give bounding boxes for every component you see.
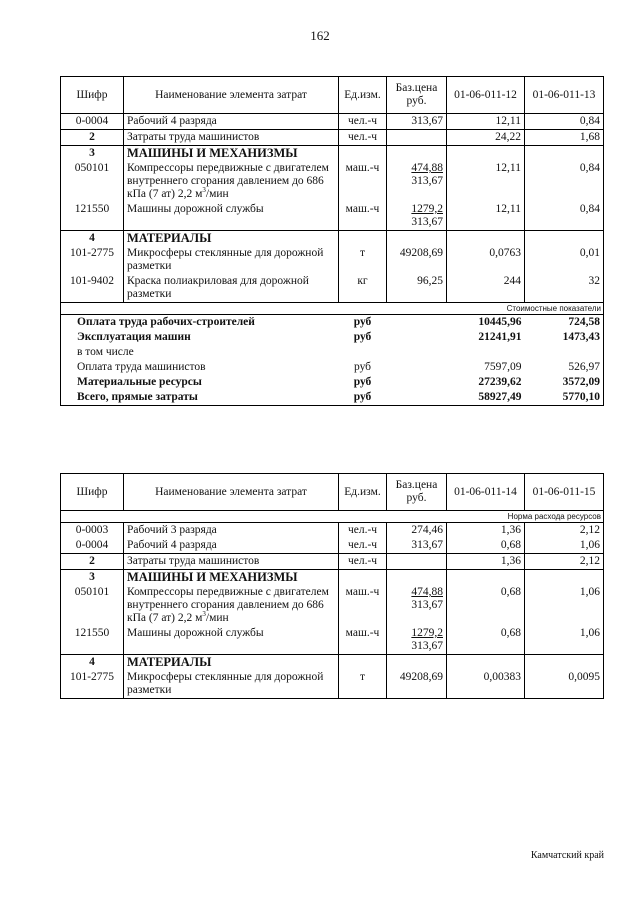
summary-label: Эксплуатация машин [61,330,339,345]
row-value-b: 1,06 [525,626,604,655]
row-value-a: 0,0763 [447,246,525,274]
row-value-b: 0,84 [525,161,604,202]
row-value-b: 0,84 [525,202,604,231]
row-unit: маш.-ч [339,161,387,202]
header-name: Наименование элемента затрат [124,474,339,511]
row-value-b: 0,84 [525,114,604,130]
table-row [61,202,604,231]
row-value-a: 0,68 [447,626,525,655]
summary-row [61,315,604,331]
row-value-b: 1,68 [525,130,604,146]
row-price: 313,67 [387,114,447,130]
summary-unit: руб [353,316,372,328]
table-row [61,554,604,570]
summary-label: в том числе [61,345,339,360]
band-row [61,511,604,523]
table-row [61,246,604,274]
row-value-b: 1,06 [525,538,604,554]
table-row [61,274,604,303]
summary-value-b: 3572,09 [525,375,604,390]
row-code: 2 [61,130,124,146]
row-unit: т [339,246,387,274]
row-unit: чел.-ч [339,114,387,130]
row-value-a: 0,00383 [447,670,525,699]
row-value-b: 0,0095 [525,670,604,699]
header-code: Шифр [61,474,124,511]
row-unit: маш.-ч [339,626,387,655]
row-code: 2 [61,554,124,570]
row-code: 101-2775 [61,670,124,699]
section-row [61,146,604,162]
header-col-b: 01-06-011-15 [525,474,604,511]
row-price: 96,25 [387,274,447,303]
summary-label: Оплата труда машинистов [61,360,339,375]
table-header-row [61,77,604,114]
row-code: 0-0004 [61,538,124,554]
row-value-a: 0,68 [447,538,525,554]
row-code: 101-2775 [61,246,124,274]
row-name: Затраты труда машинистов [124,554,339,570]
row-code: 121550 [61,202,124,231]
row-name: Компрессоры передвижные с двигателем внутреннего сгорания давлением до 686 кПа (7 ат) 2,2 $м^3$/мин [124,161,339,202]
table-header-row [61,474,604,511]
row-name: Машины дорожной службы [124,202,339,231]
row-price: 49208,69 [387,670,447,699]
row-value-a: 244 [447,274,525,303]
header-col-b: 01-06-011-13 [525,77,604,114]
header-col-a: 01-06-011-14 [447,474,525,511]
header-code: Шифр [61,77,124,114]
row-name: Компрессоры передвижные с двигателем внутреннего сгорания давлением до 686 кПа (7 ат) 2,2 $м^3$/мин [124,585,339,626]
row-value-a: 12,11 [447,161,525,202]
header-price: Баз.цена руб. [387,77,447,114]
row-price: 1279,2 313,67 [387,626,447,655]
row-name: Микросферы стеклянные для дорожной разметки [124,246,339,274]
row-unit: чел.-ч [339,538,387,554]
summary-unit: руб [353,331,372,343]
row-price: 274,46 [387,523,447,539]
row-value-b: 32 [525,274,604,303]
row-value-b: 2,12 [525,523,604,539]
header-col-a: 01-06-011-12 [447,77,525,114]
row-code: 050101 [61,585,124,626]
row-value-a: 12,11 [447,114,525,130]
summary-unit: руб [353,376,372,388]
summary-value-a: 10445,96 [478,316,522,328]
section-row [61,231,604,247]
section-row [61,570,604,586]
section-title: МАШИНЫ И МЕХАНИЗМЫ [124,146,339,162]
resource-table-2 [60,473,604,699]
section-title: МАТЕРИАЛЫ [124,231,339,247]
page-number: 162 [310,28,330,43]
summary-value-a: 27239,62 [478,376,522,388]
summary-value-a: 7597,09 [484,361,522,373]
row-unit: маш.-ч [339,585,387,626]
table-row [61,114,604,130]
header-unit: Ед.изм. [339,474,387,511]
table-row [61,626,604,655]
row-code: 0-0004 [61,114,124,130]
row-unit: т [339,670,387,699]
row-code: 101-9402 [61,274,124,303]
region-footer: Камчатский край [530,850,604,861]
summary-value-b: 1473,43 [525,330,604,345]
section-code: 3 [61,570,124,586]
row-value-a: 24,22 [447,130,525,146]
summary-value-b: 526,97 [525,360,604,375]
summary-label: Материальные ресурсы [61,375,339,390]
row-value-a: 1,36 [447,554,525,570]
header-name: Наименование элемента затрат [124,77,339,114]
header-price: Баз.цена руб. [387,474,447,511]
row-name: Затраты труда машинистов [124,130,339,146]
row-unit: маш.-ч [339,202,387,231]
row-value-b: 1,06 [525,585,604,626]
row-name: Машины дорожной службы [124,626,339,655]
summary-unit: руб [339,390,387,406]
summary-value-b: 5770,10 [525,390,604,406]
band-row [61,303,604,315]
row-value-a: 0,68 [447,585,525,626]
table-row [61,161,604,202]
section-row [61,655,604,671]
summary-value-a: 21241,91 [478,331,522,343]
table-row [61,670,604,699]
row-name: Микросферы стеклянные для дорожной разметки [124,670,339,699]
section-title: МАШИНЫ И МЕХАНИЗМЫ [124,570,339,586]
summary-label: Всего, прямые затраты [61,390,339,406]
row-unit: чел.-ч [339,523,387,539]
section-code: 4 [61,231,124,247]
row-value-b: 0,01 [525,246,604,274]
row-code: 121550 [61,626,124,655]
summary-unit: руб [353,361,372,373]
table-row [61,585,604,626]
section-code: 3 [61,146,124,162]
row-name: Рабочий 4 разряда [124,114,339,130]
row-price: 313,67 [387,538,447,554]
row-code: 0-0003 [61,523,124,539]
row-code: 050101 [61,161,124,202]
resource-table-1 [60,76,604,406]
row-value-b: 2,12 [525,554,604,570]
table-row [61,538,604,554]
row-price: 49208,69 [387,246,447,274]
row-unit: чел.-ч [339,554,387,570]
summary-row [61,330,604,345]
section-title: МАТЕРИАЛЫ [124,655,339,671]
row-price: 1279,2 313,67 [387,202,447,231]
row-unit: кг [339,274,387,303]
header-unit: Ед.изм. [339,77,387,114]
row-value-a: 12,11 [447,202,525,231]
table-row [61,130,604,146]
summary-row [61,390,604,406]
band-label: Стоимостные показатели [61,303,604,315]
section-code: 4 [61,655,124,671]
row-value-a: 1,36 [447,523,525,539]
row-name: Краска полиакриловая для дорожной разметки [124,274,339,303]
summary-row [61,360,604,375]
table-row [61,523,604,539]
summary-label: Оплата труда рабочих-строителей [61,315,339,331]
summary-row [61,345,604,360]
row-name: Рабочий 3 разряда [124,523,339,539]
band-label: Норма расхода ресурсов [61,511,604,523]
row-unit: чел.-ч [339,130,387,146]
row-price: 474,88 313,67 [387,585,447,626]
row-price: 474,88 313,67 [387,161,447,202]
summary-value-b: 724,58 [525,315,604,331]
summary-row [61,375,604,390]
summary-value-a: 58927,49 [447,390,525,406]
row-name: Рабочий 4 разряда [124,538,339,554]
